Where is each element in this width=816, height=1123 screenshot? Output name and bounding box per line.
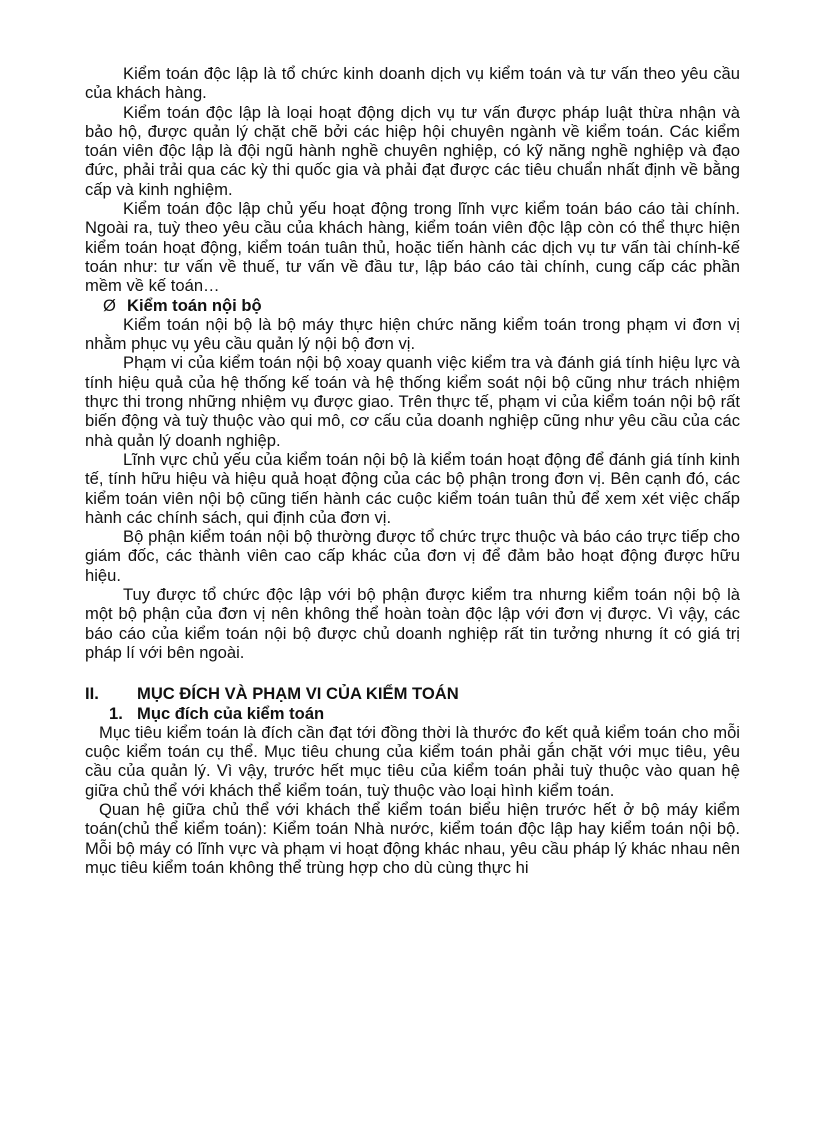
- arrow-bullet-icon: Ø: [103, 295, 116, 315]
- subsection-number: 1.: [109, 703, 123, 723]
- subsection-heading: [85, 704, 740, 723]
- paragraph-independent-audit-1: Kiểm toán độc lập là tổ chức kinh doanh dịch vụ kiểm toán và tư vấn theo yêu cầu của khách hàng.: [85, 64, 740, 103]
- section-title: MỤC ĐÍCH VÀ PHẠM VI CỦA KIỂM TOÁN: [137, 684, 459, 704]
- section-heading: [85, 684, 740, 703]
- paragraph-purpose-1: Mục tiêu kiểm toán là đích cần đạt tới đồng thời là thước đo kết quả kiểm toán cho mỗi cuộc kiểm toán cụ thể. Mục tiêu chung của kiểm toán phải gắn chặt với mục tiêu, yêu cầu của quản lý. Vì vậy, trước hết mục tiêu của kiểm toán phải tuỳ thuộc vào quan hệ giữa chủ thể với khách thể kiểm toán, tuỳ thuộc vào loại hình kiểm toán.: [85, 722, 740, 800]
- paragraph-independent-audit-2: Kiểm toán độc lập là loại hoạt động dịch vụ tư vấn được pháp luật thừa nhận và bảo hộ, được quản lý chặt chẽ bởi các hiệp hội chuyên ngành về kiểm toán. Các kiểm toán viên độc lập là đội ngũ hành nghề chuyên nghiệp, có kỹ năng nghề nghiệp và đạo đức, phải trải qua các kỳ thi quốc gia và phải đạt được các tiêu chuẩn nhất định về bằng cấp và kinh nghiệm.: [85, 102, 740, 199]
- paragraph-purpose-2: Quan hệ giữa chủ thể với khách thể kiểm toán biểu hiện trước hết ở bộ máy kiểm toán(chủ thể kiểm toán): Kiểm toán Nhà nước, kiểm toán độc lập hay kiểm toán nội bộ. Mỗi bộ máy có lĩnh vực và phạm vi hoạt động khác nhau, yêu cầu pháp lý khác nhau nên mục tiêu kiểm toán không thể trùng hợp cho dù cùng thực hi: [85, 799, 740, 877]
- bullet-heading-internal-audit: [85, 296, 740, 315]
- paragraph-independent-audit-3: Kiểm toán độc lập chủ yếu hoạt động trong lĩnh vực kiểm toán báo cáo tài chính. Ngoài ra, tuỳ theo yêu cầu của khách hàng, kiểm toán viên độc lập còn có thể thực hiện kiểm toán hoạt động, kiểm toán tuân thủ, hoặc tiến hành các dịch vụ tư vấn tài chính-kế toán như: tư vấn về thuế, tư vấn về đầu tư, lập báo cáo tài chính, cung cấp các phần mềm về kế toán…: [85, 199, 740, 296]
- paragraph-internal-audit-5: Tuy được tổ chức độc lập với bộ phận được kiểm tra nhưng kiểm toán nội bộ là một bộ phận của đơn vị nên không thể hoàn toàn độc lập với đơn vị được. Vì vậy, các báo cáo của kiểm toán nội bộ được chủ doanh nghiệp rất tin tưởng nhưng ít có giá trị pháp lí với bên ngoài.: [85, 585, 740, 662]
- bullet-heading-text: Kiểm toán nội bộ: [127, 295, 262, 315]
- section-number: II.: [85, 684, 99, 704]
- paragraph-internal-audit-4: Bộ phận kiểm toán nội bộ thường được tổ chức trực thuộc và báo cáo trực tiếp cho giám đốc, các thành viên cao cấp khác của đơn vị để đảm bảo hoạt động được hữu hiệu.: [85, 527, 740, 585]
- paragraph-internal-audit-2: Phạm vi của kiểm toán nội bộ xoay quanh việc kiểm tra và đánh giá tính hiệu lực và tính hiệu quả của hệ thống kế toán và hệ thống kiểm soát nội bộ cũng như trách nhiệm thực thi trong những nhiệm vụ được giao. Trên thực tế, phạm vi của kiểm toán nội bộ rất biến động và tuỳ thuộc vào qui mô, cơ cấu của doanh nghiệp cũng như yêu cầu của các nhà quản lý doanh nghiệp.: [85, 353, 740, 450]
- paragraph-internal-audit-3: Lĩnh vực chủ yếu của kiểm toán nội bộ là kiểm toán hoạt động để đánh giá tính kinh tế, tính hữu hiệu và hiệu quả hoạt động của các bộ phận trong đơn vị. Bên cạnh đó, các kiểm toán viên nội bộ cũng tiến hành các cuộc kiểm toán tuân thủ để xem xét việc chấp hành các chính sách, qui định của đơn vị.: [85, 449, 740, 527]
- subsection-title: Mục đích của kiểm toán: [137, 703, 325, 723]
- document-page: [85, 64, 740, 877]
- paragraph-internal-audit-1: Kiểm toán nội bộ là bộ máy thực hiện chức năng kiểm toán trong phạm vi đơn vị nhằm phục vụ yêu cầu quản lý nội bộ đơn vị.: [85, 314, 740, 354]
